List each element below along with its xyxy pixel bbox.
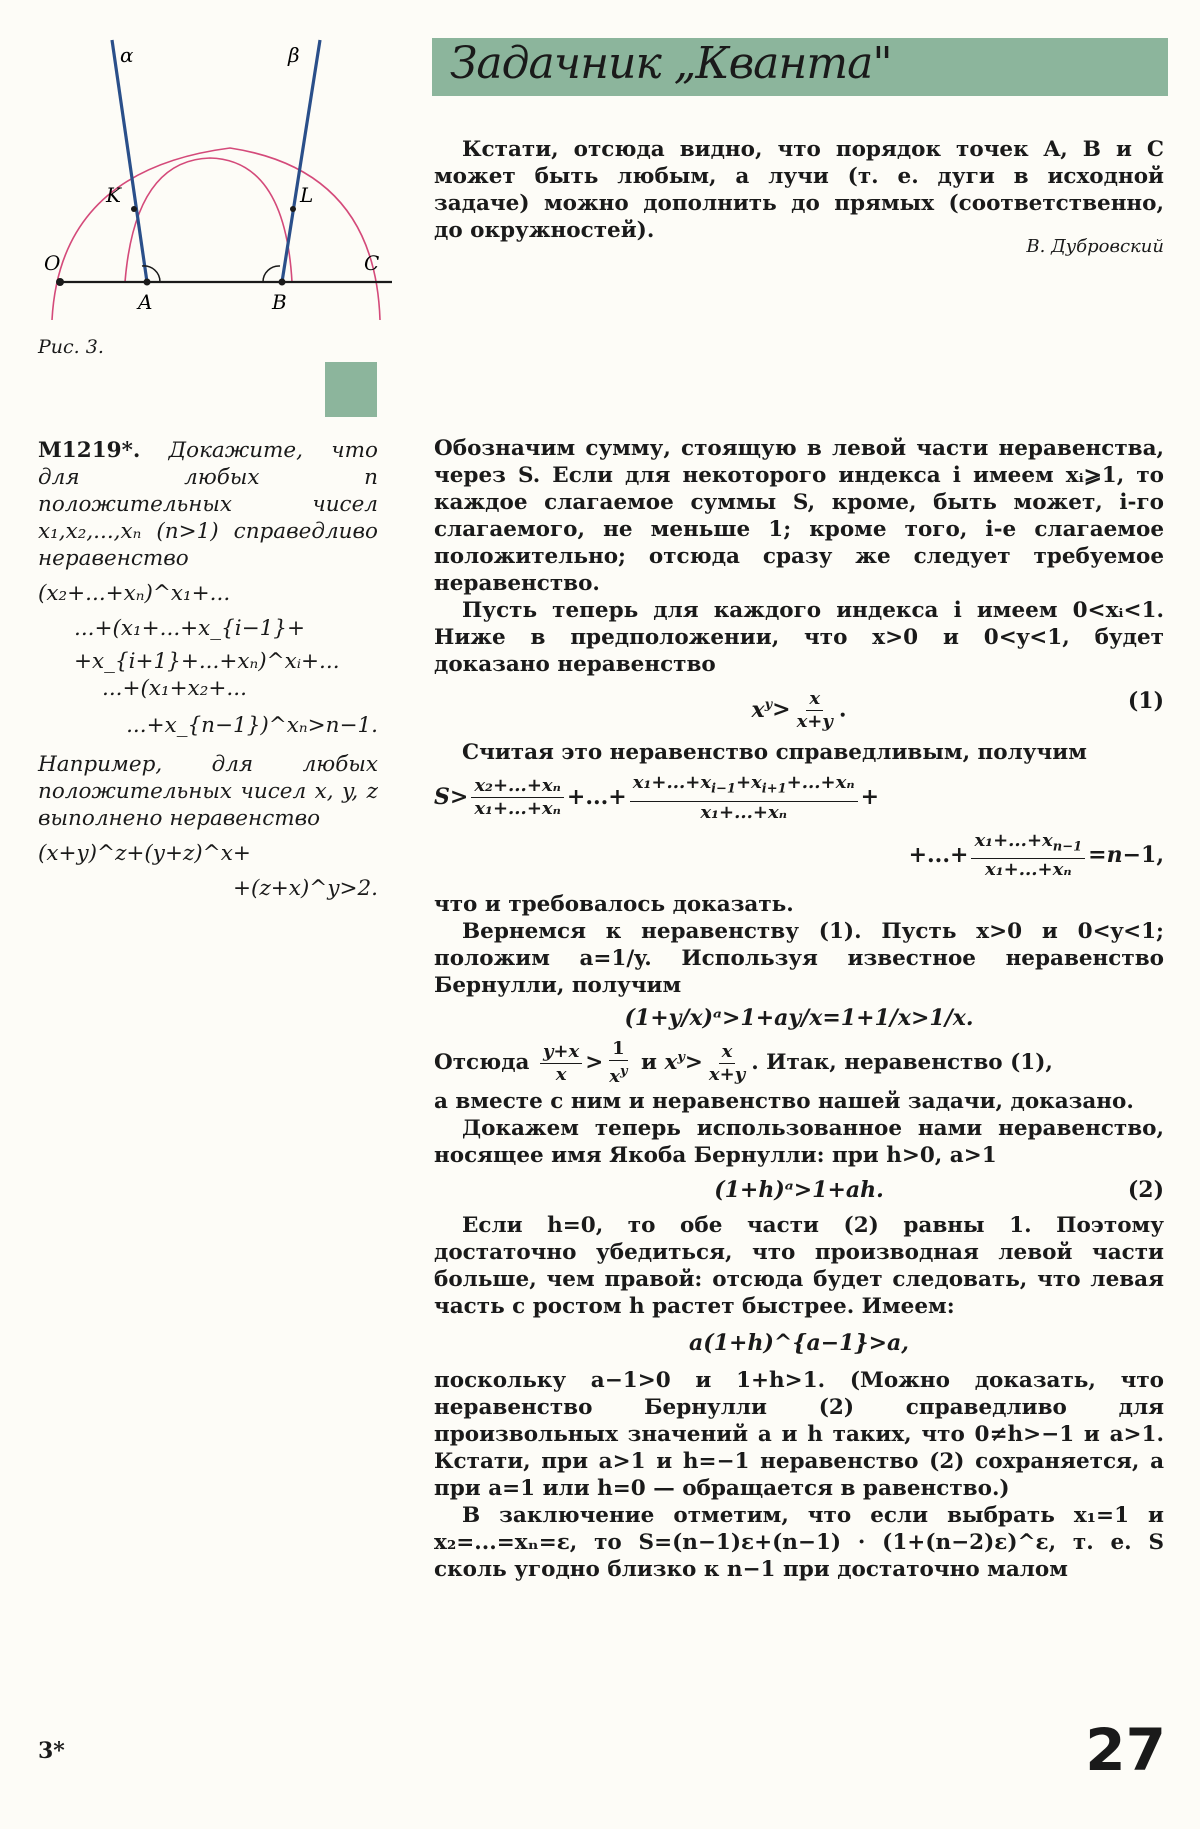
label-A: A <box>138 290 153 314</box>
ineq-line3: +x_{i+1}+...+xₙ)^xᵢ+... <box>74 649 340 674</box>
ineq-line4: ...+(x₁+x₂+... <box>102 676 247 701</box>
ray-beta <box>282 40 320 282</box>
point-A <box>144 279 151 286</box>
label-beta: β <box>288 43 300 67</box>
solution-p7: Докажем теперь использованное нами неравенство, носящее имя Якоба Бернулли: при h>0, a>1 <box>434 1116 1164 1169</box>
page-number: 27 <box>1085 1716 1166 1784</box>
problem-example: Например, для любых положительных чисел x, y, z выполнено неравенство <box>38 752 378 831</box>
big-circle-arc <box>52 148 380 320</box>
label-alpha: α <box>120 43 134 67</box>
equation-sum-cont: +...+ $\frac{x_1+...+x_{n-1}}{\text{x₁+...+xₙ}}$ =n−1, <box>908 829 1164 881</box>
ineq-line5: ...+x_{n−1})^xₙ>n−1. <box>126 713 378 738</box>
p6-start: Отсюда <box>434 1050 530 1076</box>
equation-sum: S> $\frac{\text{x₂+...+xₙ}}{\text{x₁+...+xₙ}}$ +...+ $\frac{x_1+...+x_{i-1}+x_{i+1}+...+x_n}{\text{x₁+...+xₙ}}$ + <box>434 772 880 823</box>
label-O: O <box>44 251 61 275</box>
ineq-line2: ...+(x₁+...+x_{i−1}+ <box>74 616 305 641</box>
figure-3 <box>30 20 410 320</box>
problem-number: M1219*. <box>38 438 141 463</box>
figure-caption: Рис. 3. <box>38 336 104 358</box>
solution-p3: Считая это неравенство справедливым, получим <box>462 740 1087 765</box>
point-L <box>290 206 296 212</box>
solution-p1: Обозначим сумму, стоящую в левой части неравенства, через S. Если для некоторого индекса i имеем xᵢ⩾1, то каждое слагаемое суммы S, кроме, быть может, i-го слагаемого, не меньше 1; кроме того, i-е слагаемое положительно; отсюда сразу же следует требуемое неравенство. <box>434 436 1164 596</box>
example-line1: (x+y)^z+(y+z)^x+ <box>38 841 251 866</box>
p6-mid: и <box>641 1050 657 1076</box>
example-line2: +(z+x)^y>2. <box>233 876 378 901</box>
ineq-line1: (x₂+...+xₙ)^x₁+... <box>38 581 231 606</box>
point-K <box>131 206 137 212</box>
label-C: C <box>364 251 380 275</box>
solution-p6-cont: а вместе с ним и неравенство нашей задачи, доказано. <box>434 1089 1134 1115</box>
equation-3: a(1+h)^{a−1}>a, <box>689 1330 909 1357</box>
solution-block <box>434 435 1164 1583</box>
label-B: B <box>272 290 287 314</box>
top-author: В. Дубровский <box>1026 236 1164 257</box>
point-O <box>56 278 64 286</box>
p6-end: . Итак, неравенство (1), <box>751 1050 1053 1076</box>
small-circle-arc <box>125 158 292 282</box>
equation-bernoulli: (1+y/x)ᵃ>1+ay/x=1+1/x>1/x. <box>624 1005 974 1032</box>
top-paragraph <box>434 136 1164 244</box>
solution-p2: Пусть теперь для каждого индекса i имеем 0<xᵢ<1. Ниже в предположении, что x>0 и 0<y<1, будет доказано неравенство <box>434 598 1164 677</box>
label-L: L <box>300 183 314 207</box>
footer-left: 3* <box>38 1738 65 1764</box>
label-K: K <box>106 183 121 207</box>
equation-2 <box>434 1177 1164 1204</box>
header-title: Задачник „Кванта" <box>450 38 892 89</box>
solution-p9: поскольку a−1>0 и 1+h>1. (Можно доказать, что неравенство Бернулли (2) справедливо для произвольных значений a и h таких, что 0≠h>−1 и a>1. Кстати, при a>1 и h=−1 неравенство (2) сохраняется, а при a=1 или h=0 — обращается в равенство.) <box>434 1368 1164 1502</box>
solution-p5: Вернемся к неравенству (1). Пусть x>0 и 0<y<1; положим a=1/y. Используя известное неравенство Бернулли, получим <box>434 919 1164 999</box>
solution-p4: что и требовалось доказать. <box>434 892 794 918</box>
problem-block <box>38 437 378 902</box>
top-paragraph-text: Кстати, отсюда видно, что порядок точек A, B и C может быть любым, а лучи (т. е. дуги в исходной задаче) можно дополнить до прямых (соответственно, до окружностей). <box>434 137 1164 243</box>
angle-mark-b <box>263 266 280 282</box>
point-B <box>279 279 286 286</box>
equation-1-number: (1) <box>1127 688 1164 714</box>
solution-p8: Если h=0, то обе части (2) равны 1. Поэтому достаточно убедиться, что производная левой части больше, чем правой: отсюда будет следовать, что левая часть с ростом h растет быстрее. Имеем: <box>434 1213 1164 1320</box>
decorative-square <box>325 362 377 417</box>
solution-p10: В заключение отметим, что если выбрать x₁=1 и x₂=...=xₙ=ε, то S=(n−1)ε+(n−1) · (1+(n−2)ε)^ε, т. е. S сколь угодно близко к n−1 при достаточно малом <box>434 1503 1164 1583</box>
problem-statement: Докажите, что для любых n положительных чисел x₁,x₂,...,xₙ (n>1) справедливо неравенство <box>38 438 378 571</box>
equation-2-number: (2) <box>1127 1177 1164 1204</box>
equation-2-text: (1+h)ᵃ>1+ah. <box>714 1177 884 1204</box>
equation-1: $x^y>$ $\frac{x}{x+y}$ . (1) <box>751 688 1164 732</box>
solution-p6: Отсюда $\frac{y+x}{x}$ > $\frac{1}{x^y}$ и $x^y>$ $\frac{x}{x+y}$ . Итак, неравенство (1), <box>434 1038 1053 1088</box>
